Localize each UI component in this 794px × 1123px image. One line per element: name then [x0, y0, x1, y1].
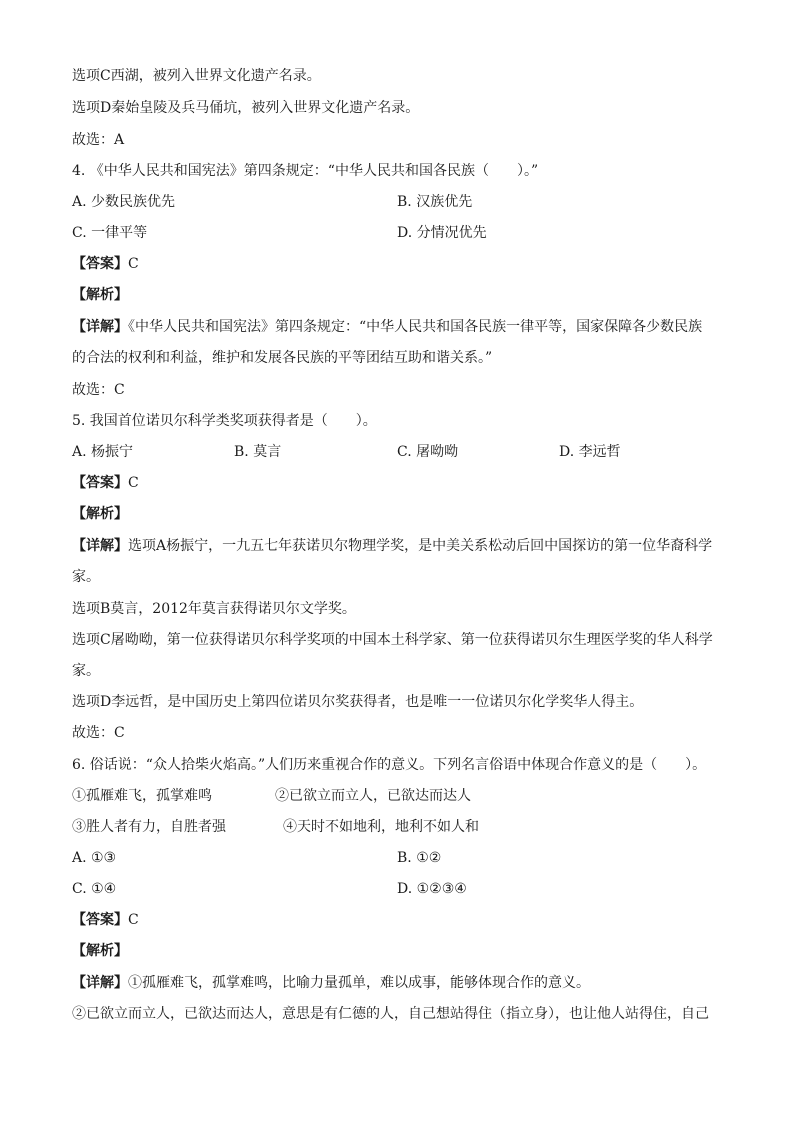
question-4-stem: 4. 《中华人民共和国宪法》第四条规定：“中华人民共和国各民族（ ）。” — [72, 163, 539, 179]
q6-option-b: B. ①② — [397, 850, 442, 866]
q6-analysis-label: 【解析】 — [72, 943, 128, 959]
q6-option-a: A. ①③ — [72, 850, 117, 866]
q6-item-4: ④天时不如地利，地利不如人和 — [283, 819, 479, 835]
answer-value: C — [128, 912, 139, 928]
detail-text: ①孤雁难飞，孤掌难鸣，比喻力量孤单，难以成事，能够体现合作的意义。 — [128, 975, 590, 991]
q6-detail-cont: ②已欲立而立人，已欲达而达人，意思是有仁德的人，自己想站得住（指立身），也让他人站得住，自己 — [72, 1006, 709, 1022]
q5-option-d: D. 李远哲 — [559, 444, 621, 460]
q5-detail-b: 选项B莫言，2012年莫言获得诺贝尔文学奖。 — [72, 601, 356, 617]
q6-item-2: ②已欲立而立人，已欲达而达人 — [275, 788, 471, 804]
text-line: 故选：A — [72, 132, 125, 148]
q5-analysis-label: 【解析】 — [72, 506, 128, 522]
q6-option-d: D. ①②③④ — [397, 881, 467, 897]
answer-label: 【答案】 — [72, 912, 128, 928]
q5-answer — [72, 473, 139, 493]
q4-option-d: D. 分情况优先 — [397, 225, 487, 241]
answer-value: C — [128, 475, 139, 491]
question-5-stem: 5. 我国首位诺贝尔科学类奖项获得者是（ ）。 — [72, 413, 377, 429]
detail-label: 【详解】 — [72, 319, 128, 335]
q4-answer — [72, 254, 139, 274]
q5-detail-d: 选项D李远哲，是中国历史上第四位诺贝尔奖获得者，也是唯一一位诺贝尔化学奖华人得主。 — [72, 694, 644, 710]
q6-answer — [72, 910, 139, 930]
q5-option-b: B. 莫言 — [234, 444, 282, 460]
q5-detail-cont: 家。 — [72, 569, 100, 585]
q4-detail — [72, 317, 702, 337]
q5-detail-c-cont: 家。 — [72, 663, 100, 679]
answer-value: C — [128, 256, 139, 272]
q5-detail — [72, 536, 712, 556]
q5-detail-c: 选项C屠呦呦，第一位获得诺贝尔科学奖项的中国本土科学家、第一位获得诺贝尔生理医学奖的华人科学 — [72, 632, 713, 648]
q4-conclusion: 故选：C — [72, 382, 125, 398]
q6-detail — [72, 973, 590, 993]
detail-label: 【详解】 — [72, 538, 128, 554]
question-6-stem: 6. 俗话说：“众人拾柴火焰高。”人们历来重视合作的意义。下列名言俗语中体现合作意义的是（ ）。 — [72, 757, 707, 773]
q4-option-c: C. 一律平等 — [72, 225, 148, 241]
q6-item-1: ①孤雁难飞，孤掌难鸣 — [72, 788, 212, 804]
q6-option-c: C. ①④ — [72, 881, 117, 897]
detail-text: 选项A杨振宁，一九五七年获诺贝尔物理学奖，是中美关系松动后回中国探访的第一位华裔科学 — [128, 538, 713, 554]
q4-detail-cont: 的合法的权利和利益，维护和发展各民族的平等团结互助和谐关系。” — [72, 350, 493, 366]
detail-label: 【详解】 — [72, 975, 128, 991]
q5-option-a: A. 杨振宁 — [72, 444, 134, 460]
q5-conclusion: 故选：C — [72, 725, 125, 741]
q4-option-b: B. 汉族优先 — [397, 194, 473, 210]
q4-option-a: A. 少数民族优先 — [72, 194, 176, 210]
q4-analysis-label: 【解析】 — [72, 287, 128, 303]
answer-label: 【答案】 — [72, 256, 128, 272]
text-line: 选项D秦始皇陵及兵马俑坑，被列入世界文化遗产名录。 — [72, 100, 420, 116]
detail-text: 《中华人民共和国宪法》第四条规定：“中华人民共和国各民族一律平等，国家保障各少数民族 — [128, 319, 703, 335]
text-line: 选项C西湖，被列入世界文化遗产名录。 — [72, 68, 321, 84]
q5-option-c: C. 屠呦呦 — [397, 444, 459, 460]
q6-item-3: ③胜人者有力，自胜者强 — [72, 819, 226, 835]
answer-label: 【答案】 — [72, 475, 128, 491]
